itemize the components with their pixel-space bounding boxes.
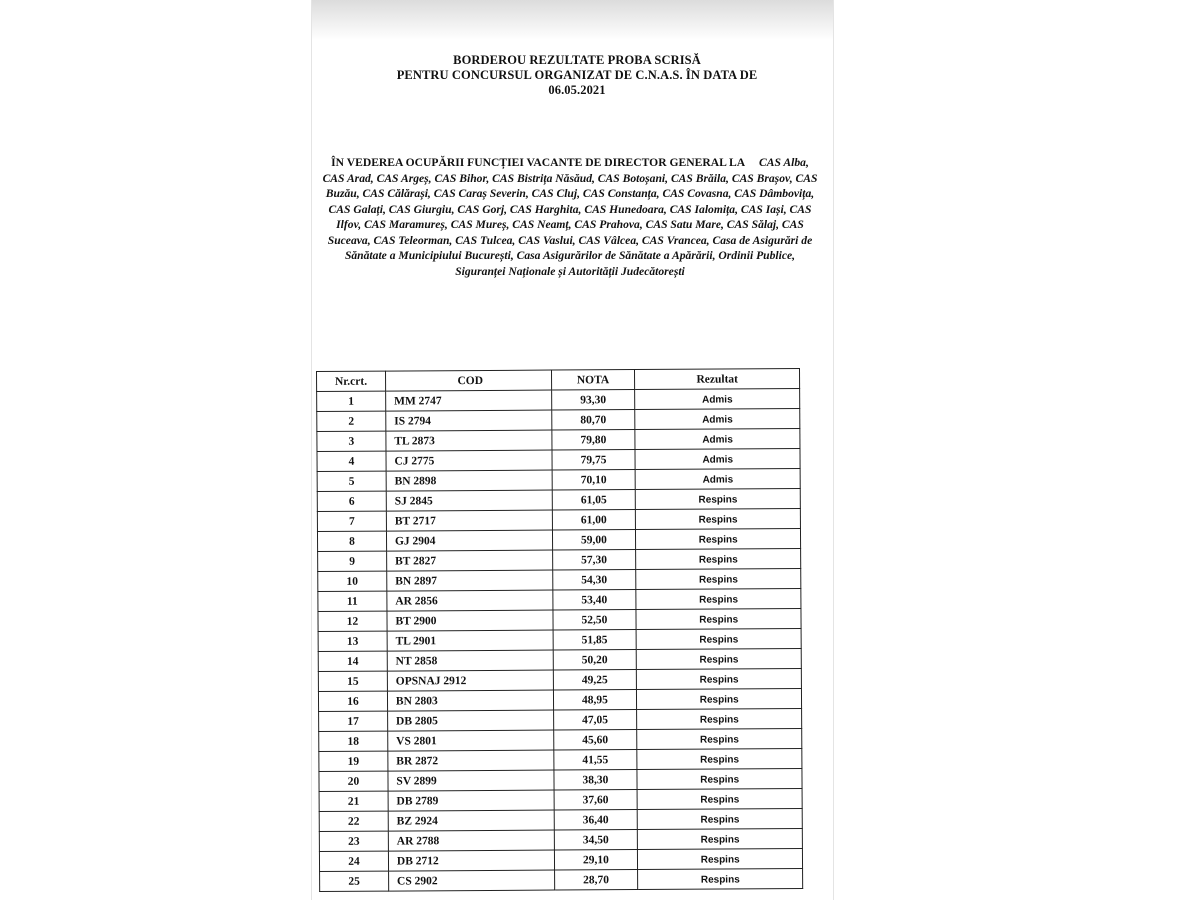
table-row [319, 849, 802, 872]
table-row [318, 569, 801, 592]
cell-nota: 61,00 [552, 510, 636, 531]
cell-rezultat: Admis [635, 429, 800, 450]
table-row [319, 809, 802, 832]
cell-nota: 53,40 [552, 590, 636, 611]
cell-nota: 38,30 [553, 770, 637, 791]
cell-rezultat: Respins [637, 649, 802, 670]
cell-cod: SJ 2845 [386, 490, 552, 511]
cell-cod: TL 2901 [387, 630, 553, 651]
cell-cod: BN 2897 [387, 570, 553, 591]
position-lead-text: ÎN VEDEREA OCUPĂRII FUNCȚIEI VACANTE DE DIRECTOR GENERAL LA [331, 156, 745, 169]
cell-cod: CJ 2775 [386, 450, 552, 471]
cell-cod: BT 2900 [387, 610, 553, 631]
cell-nota: 36,40 [554, 810, 638, 831]
document-page [312, 0, 833, 900]
cell-cod: TL 2873 [386, 430, 552, 451]
cell-rezultat: Respins [636, 509, 801, 530]
cell-nota: 59,00 [552, 530, 636, 551]
cell-nr-crt: 8 [317, 531, 386, 551]
cell-rezultat: Respins [636, 489, 801, 510]
cell-cod: BN 2898 [386, 470, 552, 491]
cell-nr-crt: 2 [317, 411, 386, 431]
cell-nr-crt: 6 [317, 491, 386, 511]
cell-rezultat: Respins [637, 669, 802, 690]
document-title [342, 53, 812, 98]
table-row [318, 629, 801, 652]
cell-nota: 79,80 [551, 430, 635, 451]
cell-nota: 28,70 [554, 870, 638, 891]
cell-rezultat: Respins [638, 869, 803, 890]
cell-rezultat: Respins [637, 749, 802, 770]
cell-nr-crt: 10 [318, 571, 387, 591]
cell-nr-crt: 14 [318, 651, 387, 671]
cell-cod: AR 2856 [387, 590, 553, 611]
table-row [317, 449, 800, 472]
cell-cod: GJ 2904 [386, 530, 552, 551]
table-row [317, 389, 800, 412]
cell-cod: BN 2803 [387, 690, 553, 711]
cell-cod: BT 2827 [386, 550, 552, 571]
cell-nota: 37,60 [554, 790, 638, 811]
institutions-list: CAS Alba, CAS Arad, CAS Argeș, CAS Bihor, CAS Bistrița Năsăud, CAS Botoșani, CAS Brăila, CAS Brașov, CAS Buzău, CAS Călărași, CAS Caraș Severin, CAS Cluj, CAS Constanța, CAS Covasna, CAS Dâmbovița, CAS Galați, CAS Giurgiu, CAS Gorj, CAS Harghita, CAS Hunedoara, CAS Ialomița, CAS Iași, CAS Ilfov, CAS Maramureș, CAS Mureș, CAS Neamț, CAS Prahova, CAS Satu Mare, CAS Sălaj, CAS Suceava, CAS Teleorman, CAS Tulcea, CAS Vaslui, CAS Vâlcea, CAS Vrancea, Casa de Asigurări de Sănătate a Municipiului București, Casa Asigurărilor de Sănătate a Apărării, Ordinii Publice, Siguranței Naționale și Autorității Judecătorești [322, 156, 818, 278]
table-row [318, 669, 801, 692]
table-row [317, 469, 800, 492]
cell-nr-crt: 22 [319, 811, 388, 831]
cell-rezultat: Respins [636, 569, 801, 590]
cell-nr-crt: 21 [319, 791, 388, 811]
cell-nota: 70,10 [552, 470, 636, 491]
cell-nr-crt: 4 [317, 451, 386, 471]
table-row [319, 709, 802, 732]
cell-nr-crt: 23 [319, 831, 388, 851]
cell-rezultat: Respins [637, 729, 802, 750]
table-row [318, 649, 801, 672]
cell-nota: 48,95 [553, 690, 637, 711]
cell-rezultat: Respins [637, 689, 802, 710]
table-row [319, 769, 802, 792]
cell-cod: CS 2902 [388, 870, 554, 891]
table-row [319, 789, 802, 812]
position-description [320, 155, 820, 279]
cell-rezultat: Respins [638, 829, 803, 850]
table-row [317, 409, 800, 432]
cell-nr-crt: 11 [318, 591, 387, 611]
table-row [319, 829, 802, 852]
cell-nota: 80,70 [551, 410, 635, 431]
table-row [318, 689, 801, 712]
cell-nota: 50,20 [553, 650, 637, 671]
table-row [318, 609, 801, 632]
header-rezultat: Rezultat [635, 369, 800, 390]
cell-rezultat: Respins [636, 549, 801, 570]
cell-cod: IS 2794 [386, 410, 552, 431]
cell-nr-crt: 24 [319, 851, 388, 871]
cell-nr-crt: 9 [318, 551, 387, 571]
cell-cod: DB 2805 [387, 710, 553, 731]
cell-rezultat: Admis [635, 449, 800, 470]
cell-rezultat: Respins [636, 529, 801, 550]
cell-nr-crt: 13 [318, 631, 387, 651]
table-row [319, 749, 802, 772]
cell-rezultat: Respins [638, 849, 803, 870]
cell-rezultat: Respins [636, 629, 801, 650]
table-row [318, 549, 801, 572]
table-row [317, 429, 800, 452]
cell-rezultat: Admis [635, 409, 800, 430]
cell-nr-crt: 12 [318, 611, 387, 631]
cell-nota: 47,05 [553, 710, 637, 731]
cell-cod: BZ 2924 [388, 810, 554, 831]
table-row [319, 729, 802, 752]
cell-nr-crt: 17 [319, 711, 388, 731]
title-line: BORDEROU REZULTATE PROBA SCRISĂ [453, 53, 701, 67]
cell-nota: 54,30 [552, 570, 636, 591]
cell-cod: DB 2789 [388, 790, 554, 811]
cell-rezultat: Respins [637, 789, 802, 810]
header-cod: COD [385, 370, 551, 391]
cell-nota: 57,30 [552, 550, 636, 571]
cell-rezultat: Respins [636, 609, 801, 630]
cell-cod: VS 2801 [388, 730, 554, 751]
cell-cod: BT 2717 [386, 510, 552, 531]
cell-rezultat: Respins [637, 709, 802, 730]
cell-nr-crt: 15 [318, 671, 387, 691]
table-row [317, 489, 800, 512]
cell-cod: SV 2899 [388, 770, 554, 791]
cell-nr-crt: 19 [319, 751, 388, 771]
cell-nr-crt: 5 [317, 471, 386, 491]
cell-nota: 49,25 [553, 670, 637, 691]
cell-nota: 45,60 [553, 730, 637, 751]
cell-nr-crt: 18 [319, 731, 388, 751]
cell-rezultat: Respins [636, 589, 801, 610]
cell-nr-crt: 7 [317, 511, 386, 531]
cell-nota: 34,50 [554, 830, 638, 851]
cell-nota: 61,05 [552, 490, 636, 511]
results-table [316, 368, 803, 892]
header-nota: NOTA [551, 370, 635, 391]
cell-nr-crt: 20 [319, 771, 388, 791]
cell-cod: DB 2712 [388, 850, 554, 871]
cell-nr-crt: 16 [318, 691, 387, 711]
cell-rezultat: Respins [637, 769, 802, 790]
cell-cod: MM 2747 [386, 390, 552, 411]
cell-nota: 93,30 [551, 390, 635, 411]
cell-cod: NT 2858 [387, 650, 553, 671]
cell-nota: 51,85 [553, 630, 637, 651]
cell-cod: OPSNAJ 2912 [387, 670, 553, 691]
table-row [318, 589, 801, 612]
cell-nota: 29,10 [554, 850, 638, 871]
table-row [317, 509, 800, 532]
header-nr-crt: Nr.crt. [317, 371, 386, 391]
title-line: 06.05.2021 [548, 83, 606, 97]
table-row [320, 869, 803, 892]
cell-cod: BR 2872 [388, 750, 554, 771]
cell-rezultat: Admis [635, 389, 800, 410]
cell-nr-crt: 25 [320, 871, 389, 891]
cell-rezultat: Admis [635, 469, 800, 490]
cell-nr-crt: 1 [317, 391, 386, 411]
cell-rezultat: Respins [638, 809, 803, 830]
cell-nr-crt: 3 [317, 431, 386, 451]
cell-cod: AR 2788 [388, 830, 554, 851]
cell-nota: 52,50 [552, 610, 636, 631]
cell-nota: 79,75 [552, 450, 636, 471]
cell-nota: 41,55 [553, 750, 637, 771]
table-row [317, 529, 800, 552]
results-body [317, 389, 803, 892]
title-line: PENTRU CONCURSUL ORGANIZAT DE C.N.A.S. ÎN DATA DE [396, 68, 758, 82]
